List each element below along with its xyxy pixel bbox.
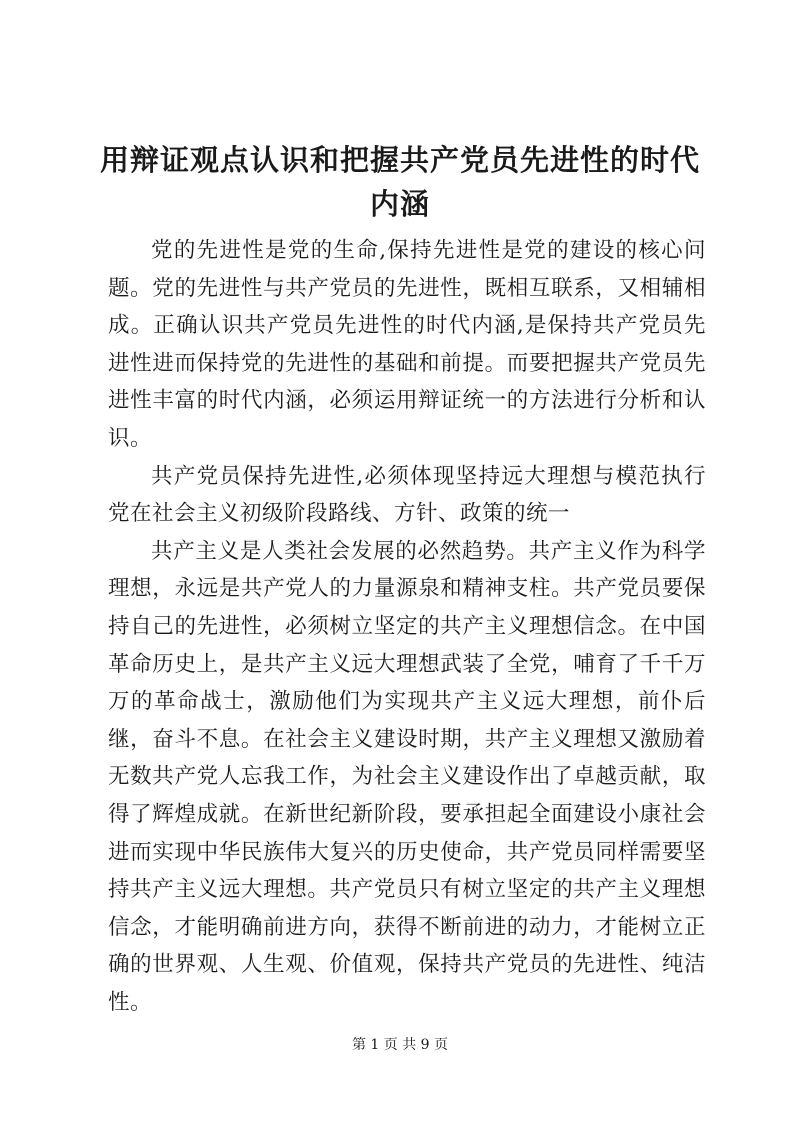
paragraph-1: 党的先进性是党的生命,保持先进性是党的建设的核心问题。党的先进性与共产党员的先进性，既相互联系，又相辅相成。正确认识共产党员先进性的时代内涵,是保持共产党员先进性进而保持党的先进性的基础和前提。而要把握共产党员先进性丰富的时代内涵，必须运用辩证统一的方法进行分析和认识。: [108, 238, 706, 451]
document-body: [108, 232, 706, 1021]
paragraph-2: 共产党员保持先进性,必须体现坚持远大理想与模范执行党在社会主义初级阶段路线、方针、政策的统一: [108, 463, 706, 527]
paragraph-3: 共产主义是人类社会发展的必然趋势。共产主义作为科学理想，永远是共产党人的力量源泉和精神支柱。共产党员要保持自己的先进性，必须树立坚定的共产主义理想信念。在中国革命历史上，是共产主义远大理想武装了全党，哺育了千千万万的革命战士，激励他们为实现共产主义远大理想，前仆后继，奋斗不息。在社会主义建设时期，共产主义理想又激励着无数共产党人忘我工作，为社会主义建设作出了卓越贡献，取得了辉煌成就。在新世纪新阶段，要承担起全面建设小康社会进而实现中华民族伟大复兴的历史使命，共产党员同样需要坚持共产主义远大理想。共产党员只有树立坚定的共产主义理想信念，才能明确前进方向，获得不断前进的动力，才能树立正确的世界观、人生观、价值观，保持共产党员的先进性、纯洁性。: [108, 538, 706, 1015]
page-footer: 第 1 页 共 9 页: [351, 1037, 449, 1053]
document-title: 用辩证观点认识和把握共产党员先进性的时代内涵: [100, 143, 701, 221]
